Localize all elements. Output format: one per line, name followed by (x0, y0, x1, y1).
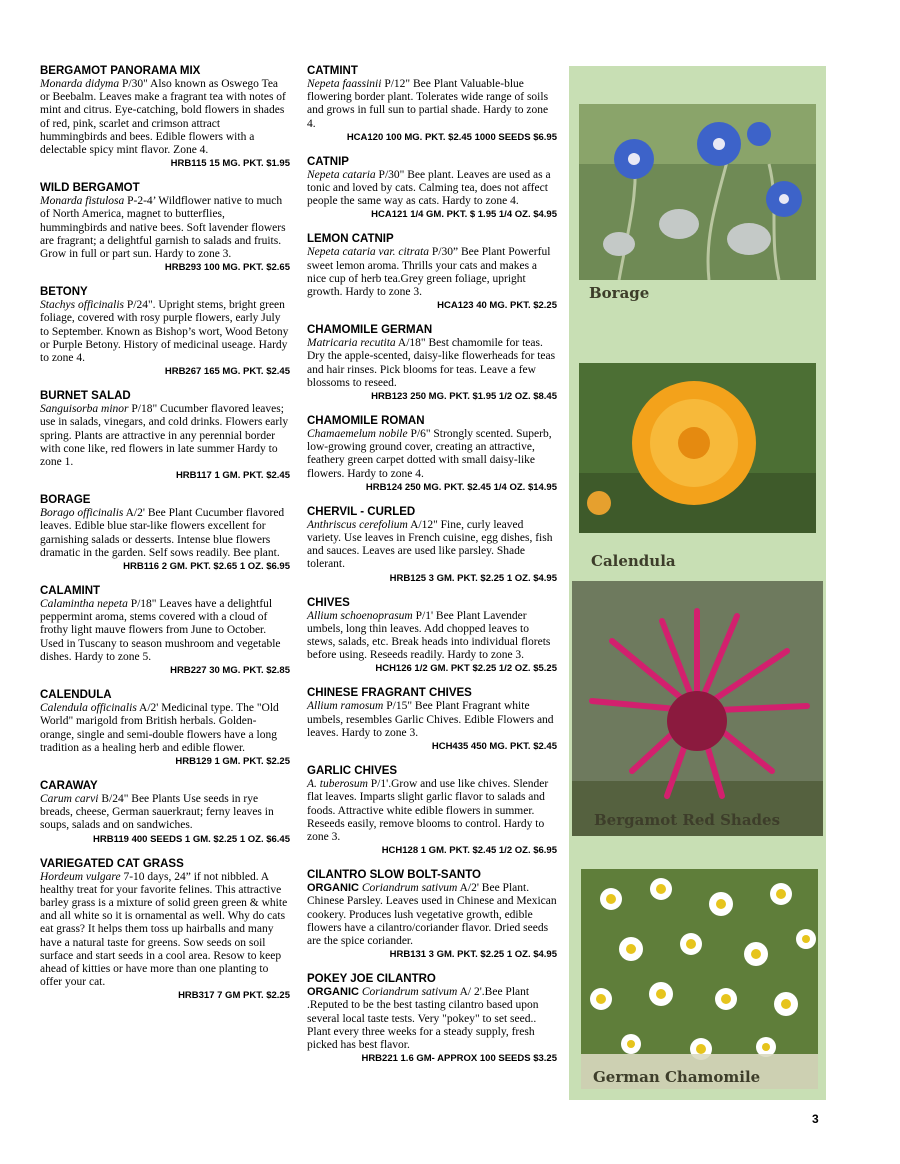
latin-name: A. tuberosum (307, 778, 368, 791)
catalog-entry (307, 868, 557, 961)
price-line: HRB293 100 MG. PKT. $2.65 (164, 262, 290, 274)
catalog-entry (307, 972, 557, 1065)
latin-name: Allium ramosum (307, 700, 384, 713)
latin-name: Matricaria recutita (307, 337, 396, 350)
entry-description (307, 700, 557, 740)
entry-title: VARIEGATED CAT GRASS (40, 857, 184, 870)
entry-description (307, 778, 557, 844)
price-line: HRB125 3 GM. PKT. $2.25 1 OZ. $4.95 (389, 572, 557, 584)
price-line: HRB129 1 GM. PKT. $2.25 (175, 755, 290, 767)
latin-name: Borago officinalis (40, 507, 124, 520)
organic-label: ORGANIC (307, 882, 359, 895)
price-line: HCH126 1/2 GM. PKT $2.25 1/2 OZ. $5.25 (375, 663, 557, 675)
entry-title: BURNET SALAD (40, 390, 131, 403)
latin-name: Coriandrum sativum (361, 986, 458, 999)
bergamot-caption: Bergamot Red Shades (594, 811, 781, 829)
entry-title: BERGAMOT PANORAMA MIX (40, 65, 201, 77)
price-line: HRB124 250 MG. PKT. $2.45 1/4 OZ. $14.95 (365, 481, 557, 493)
entry-description (40, 871, 290, 990)
price-line: HRB116 2 GM. PKT. $2.65 1 OZ. $6.95 (123, 561, 290, 573)
borage-caption: Borage (589, 284, 650, 302)
description-text: P/18" Leaves have a delightful peppermint aroma, stems covered with a cloud of frothy light mauve flowers from June to October. Used in Tuscany to season mushroom and vegetable dishes. Hardy to zone 5. (40, 598, 281, 663)
description-text: A/2' Medicinal type. The "Old World" marigold from British herbals. Golden-orange, single and semi-double flowers have a long tradition as a healing herb and edible flower. (40, 702, 279, 754)
entry-title: WILD BERGAMOT (40, 182, 140, 195)
catalog-entry (307, 64, 557, 144)
price-line: HCA120 100 MG. PKT. $2.45 1000 SEEDS $6.95 (346, 131, 557, 143)
description-text: P/15" Bee Plant Fragrant white umbels, resembles Garlic Chives. Edible Flowers and leaves. Hardy to zone 3. (307, 700, 554, 739)
description-text: A/2' Bee Plant Cucumber flavored leaves. Edible blue star-like flowers excellent for garnishing salads or desserts. Intense blue flowers dramatic in the garden. Self sows readily. Bee plant. (40, 507, 285, 559)
latin-name: Anthriscus cerefolium (307, 518, 408, 531)
entry-title: CALENDULA (40, 689, 112, 702)
description-text: 7-10 days, 24” if not nibbled. A healthy treat for your favorite felines. This attractive barley grass is a mixture of solid green green & white and all white so it is ornamental as well. Why do cats eat grass? It helps them toss up hairballs and many have a natural taste for greens. Sow seeds on soil surface and start seeds in a cool area. Resow to keep ahead of kitties or have more than one planting to offer your cat. (40, 870, 288, 989)
entry-description (307, 428, 557, 481)
entry-description (307, 246, 557, 299)
price-line: HRB119 400 SEEDS 1 GM. $2.25 1 OZ. $6.45 (93, 833, 290, 845)
latin-name: Stachys officinalis (40, 299, 125, 312)
organic-label: ORGANIC (307, 986, 359, 999)
catalog-entry (307, 596, 557, 676)
catalog-entry (40, 857, 290, 1003)
price-line: HRB221 1.6 GM- APPROX 100 SEEDS $3.25 (361, 1053, 557, 1065)
catalog-entry (40, 779, 290, 846)
description-text: A/2' Bee Plant. Chinese Parsley. Leaves used in Chinese and Mexican cookery. Produces lush vegetative growth, edible flowers have a cilantro/coriander flavor. Dried seeds are the spice coriander. (307, 882, 557, 947)
entry-title: LEMON CATNIP (307, 233, 394, 246)
chamomile-caption: German Chamomile (593, 1068, 761, 1086)
latin-name: Chamaemelum nobile (307, 428, 408, 441)
entry-title: CALAMINT (40, 585, 101, 598)
description-text: A/ 2'.Bee Plant .Reputed to be the best tasting cilantro based upon several local taste tests. Very "pokey" to set seed.. Plant every three weeks for a steady supply, fresh picked has best flavor. (307, 986, 539, 1051)
entry-description (307, 519, 557, 572)
entry-description (307, 337, 557, 390)
entry-description (307, 169, 557, 209)
latin-name: Monarda didyma (40, 78, 120, 90)
description-text: A/18" Best chamomile for teas. Dry the apple-scented, daisy-like flowerheads for teas and hair rinses. Pick blooms for teas. Leave a few blossoms to reseed. (307, 337, 556, 389)
catalog-entry (307, 764, 557, 857)
page-number: 3 (812, 1112, 819, 1126)
catalog-entry (307, 414, 557, 494)
entry-title: CARAWAY (40, 779, 98, 792)
description-text: P/1'.Grow and use like chives. Slender flat leaves. Imparts slight garlic flavor to salads and foods. Attractive white edible flowers in summer. Reseeds easily, remove blooms to control. Hardy to zone 3. (307, 778, 549, 843)
entry-title: CHERVIL - CURLED (307, 505, 416, 518)
price-line: HRB117 1 GM. PKT. $2.45 (175, 470, 290, 482)
description-text: P/30" Also known as Oswego Tea or Beebalm. Leaves make a fragrant tea with notes of mint and citrus. Eye-catching, bold flowers in shades of red, pink, scarlet and crimson attract hummingbirds and bees. Edible flowers with a delectable spicy mint flavor. Zone 4. (40, 78, 286, 157)
entry-description (40, 78, 290, 157)
price-line: HRB227 30 MG. PKT. $2.85 (170, 665, 290, 677)
price-line: HCA123 40 MG. PKT. $2.25 (437, 300, 557, 312)
description-text: P-2-4’ Wildflower native to much of North America, magnet to butterflies, hummingbirds and native bees. Soft lavender flowers are fragrant; a delightful garnish to salads and fruits. Grow in full or part sun. Hardy to zone 3. (40, 195, 286, 261)
catalog-entry (307, 686, 557, 753)
entry-description (307, 882, 557, 948)
price-line: HRB123 250 MG. PKT. $1.95 1/2 OZ. $8.45 (371, 391, 557, 403)
entry-title: CATNIP (307, 155, 349, 168)
latin-name: Nepeta cataria (307, 168, 376, 181)
latin-name: Calendula officinalis (40, 702, 137, 715)
entry-title: BORAGE (40, 494, 91, 507)
price-line: HCA121 1/4 GM. PKT. $ 1.95 1/4 OZ. $4.95 (371, 209, 557, 221)
entry-description (40, 702, 290, 755)
borage-photo (579, 104, 816, 280)
catalog-entry (40, 688, 290, 768)
catalog-entry (307, 155, 557, 222)
catalog-entry (307, 232, 557, 312)
catalog-entry (40, 584, 290, 677)
entry-description (307, 610, 557, 663)
entry-title: CHIVES (307, 596, 350, 609)
latin-name: Nepeta faassinii (307, 78, 382, 90)
price-line: HCH435 450 MG. PKT. $2.45 (431, 741, 557, 753)
price-line: HRB115 15 MG. PKT. $1.95 (170, 158, 290, 170)
entry-title: POKEY JOE CILANTRO (307, 973, 436, 986)
catalog-entry (40, 493, 290, 573)
middle-column (307, 64, 557, 1076)
chamomile-photo (581, 869, 818, 1089)
latin-name: Nepeta cataria var. citrata (307, 246, 430, 259)
catalog-entry (40, 181, 290, 274)
description-text: A/12" Fine, curly leaved variety. Use leaves in French cuisine, egg dishes, fish and sauces. Leaves are used like parsley. Shade tolerant. (307, 518, 553, 571)
description-text: B/24" Bee Plants Use seeds in rye breads, cheese, German sauerkraut; ferny leaves in soups, salads and on sandwiches. (40, 792, 274, 832)
entry-title: CHINESE FRAGRANT CHIVES (307, 687, 472, 700)
description-text: P/6" Strongly scented. Superb, low-growing ground cover, creating an attractive, feathery green carpet dotted with small daisy-like flowers. Hardy to zone 4. (307, 428, 552, 480)
description-text: P/18" Cucumber flavored leaves; use in salads, vinegars, and cold drinks. Flowers early spring. Plants are attractive in any perennial border with cone like, red flowers in late summer Hardy to zone 1. (40, 403, 289, 469)
latin-name: Hordeum vulgare (40, 870, 121, 883)
entry-title: BETONY (40, 286, 88, 299)
bergamot-photo (572, 581, 823, 836)
entry-description (40, 299, 290, 365)
entry-description (40, 507, 290, 560)
latin-name: Sanguisorba minor (40, 403, 129, 416)
left-column (40, 64, 290, 1013)
calendula-caption: Calendula (591, 552, 676, 570)
entry-description (40, 793, 290, 833)
entry-title: GARLIC CHIVES (307, 765, 398, 778)
price-line: HRB267 165 MG. PKT. $2.45 (164, 366, 290, 378)
entry-description (40, 195, 290, 261)
entry-description (40, 598, 290, 664)
latin-name: Allium schoenoprasum (307, 609, 413, 622)
entry-title: CILANTRO SLOW BOLT-SANTO (307, 869, 481, 882)
entry-title: CHAMOMILE ROMAN (307, 415, 425, 428)
latin-name: Calamintha nepeta (40, 598, 128, 611)
latin-name: Coriandrum sativum (361, 882, 458, 895)
description-text: P/30” Bee Plant Powerful sweet lemon aroma. Thrills your cats and makes a nice cup of herb tea.Grey green foliage, upright growth. Hardy to zone 3. (307, 246, 551, 299)
latin-name: Monarda fistulosa (40, 195, 125, 208)
catalog-entry (40, 64, 290, 170)
catalog-entry (307, 323, 557, 403)
photo-panel (569, 66, 826, 1100)
entry-description (307, 78, 557, 131)
entry-title: CATMINT (307, 65, 358, 77)
latin-name: Carum carvi (40, 792, 99, 805)
entry-description (40, 403, 290, 469)
price-line: HCH128 1 GM. PKT. $2.45 1/2 OZ. $6.95 (381, 845, 557, 857)
description-text: P/12" Bee Plant Valuable-blue flowering border plant. Tolerates wide range of soils and grows in full sun to partial shade. Hardy to zone 4. (307, 78, 549, 130)
price-line: HRB131 3 GM. PKT. $2.25 1 OZ. $4.95 (389, 949, 557, 961)
catalog-entry (40, 389, 290, 482)
description-text: P/24". Upright stems, bright green foliage, covered with rosy purple flowers, early July to September. Known as Bishop’s wort, Wood Betony or Purple Betony. History of medicinal useage. Hardy to zone 4. (40, 299, 289, 365)
catalog-entry (307, 505, 557, 585)
catalog-entry (40, 285, 290, 378)
description-text: P/1' Bee Plant Lavender umbels, long thin leaves. Add chopped leaves to stews, salads, etc. Break heads into individual florets before using. Reseeds readily. Hardy to zone 3. (307, 609, 551, 662)
calendula-photo (579, 363, 816, 533)
entry-description (307, 986, 557, 1052)
entry-title: CHAMOMILE GERMAN (307, 324, 433, 337)
price-line: HRB317 7 GM PKT. $2.25 (178, 990, 290, 1002)
description-text: P/30" Bee plant. Leaves are used as a tonic and loved by cats. Calming tea, does not affect people the same way as cats. Hardy to zone 4. (307, 168, 551, 208)
